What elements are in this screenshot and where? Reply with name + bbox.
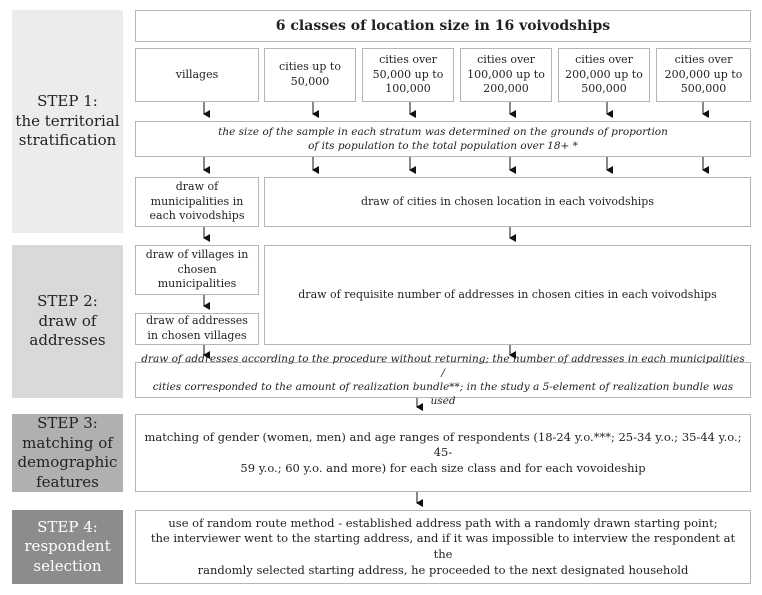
step-2-label: STEP 2: draw of addresses [12,245,123,398]
draw-villages-box: draw of villages in chosen municipalities [135,245,259,295]
matching-box: matching of gender (women, men) and age ranges of respondents (18-24 y.o.***; 25-34 y.o.; 35-44 y.o.; 45- 59 y.o.; 60 y.o. and more) for each size class and for each vovoideship [135,414,751,492]
class-box-cities-200k-500k-a: cities over 200,000 up to 500,000 [558,48,650,102]
step-3-label: STEP 3: matching of demographic features [12,414,123,492]
draw-addresses-villages-box: draw of addresses in chosen villages [135,313,259,345]
draw-municipalities-box: draw of municipalities in each voivodships [135,177,259,227]
class-box-cities-50k-100k: cities over 50,000 up to 100,000 [362,48,454,102]
step-1-label: STEP 1: the territorial stratification [12,10,123,233]
procedure-note: draw of addresses according to the procedure without returning; the number of addresses in each municipalities / cities corresponded to the amount of realization bundle**; in the study a 5-element of realization bundle was used [135,362,751,398]
title-box: 6 classes of location size in 16 voivodships [135,10,751,42]
draw-cities-box: draw of cities in chosen location in each voivodships [264,177,751,227]
draw-addresses-cities-box: draw of requisite number of addresses in chosen cities in each voivodships [264,245,751,345]
step-4-label: STEP 4: respondent selection [12,510,123,584]
sample-size-note: the size of the sample in each stratum was determined on the grounds of proportion of its population to the total population over 18+ * [135,121,751,157]
class-box-cities-100k-200k: cities over 100,000 up to 200,000 [460,48,552,102]
class-box-cities-200k-500k-b: cities over 200,000 up to 500,000 [656,48,751,102]
class-box-villages: villages [135,48,259,102]
class-box-cities-up-to-50k: cities up to 50,000 [264,48,356,102]
random-route-box: use of random route method - established address path with a randomly drawn starting point; the interviewer went to the starting address, and if it was impossible to interview the respondent at the randomly selected starting address, he proceeded to the next designated household [135,510,751,584]
